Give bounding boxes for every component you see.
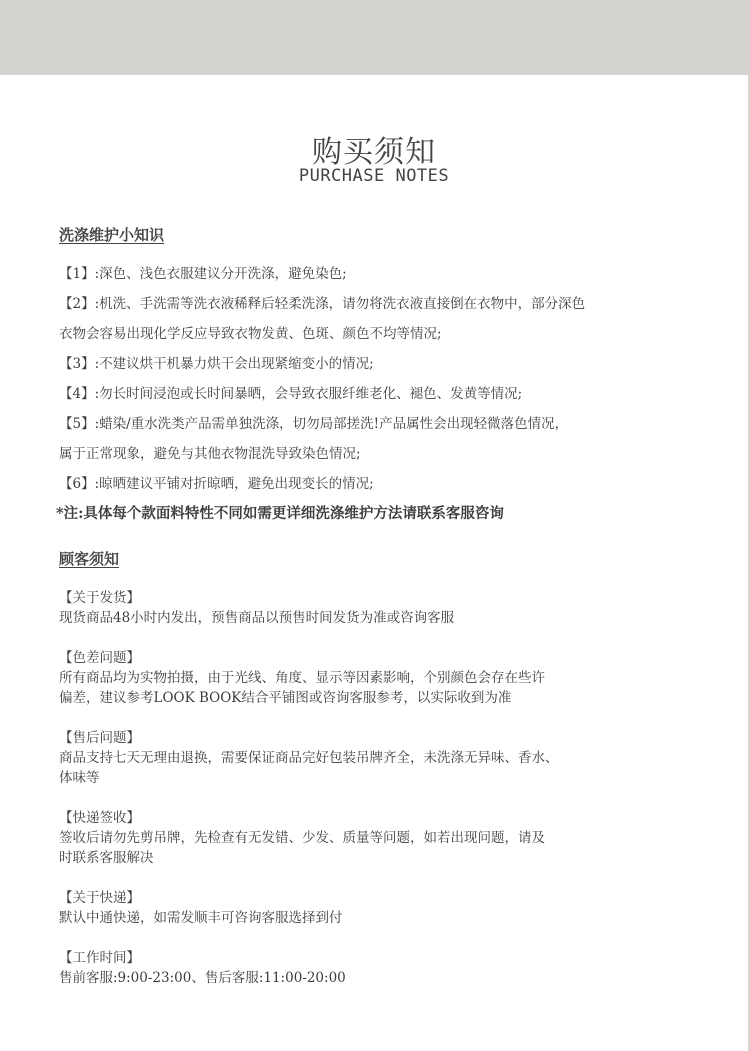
care-line: 【2】:机洗、手洗需等洗衣液稀释后轻柔洗涤，请勿将洗衣液直接倒在衣物中，部分深色 [59,296,586,312]
notice-line: 默认中通快递，如需发顺丰可咨询客服选择到付 [59,910,343,926]
notice-line: 售前客服:9:00-23:00、售后客服:11:00-20:00 [59,970,346,986]
page-title: 购买须知 [312,135,436,170]
notice-line: 体味等 [59,770,100,786]
customer-heading: 顾客须知 [59,550,120,568]
care-line: 衣物会容易出现化学反应导致衣物发黄、色斑、颜色不均等情况; [59,326,442,342]
notice-title: 【关于发货】 [59,590,140,606]
notice-line: 所有商品均为实物拍摄，由于光线、角度、显示等因素影响，个别颜色会存在些许 [59,670,545,686]
notice-title: 【快递签收】 [59,810,140,826]
care-line: 【1】:深色、浅色衣服建议分开洗涤，避免染色; [59,266,347,282]
care-heading: 洗涤维护小知识 [59,226,165,244]
care-line: 【6】:晾晒建议平铺对折晾晒，避免出现变长的情况; [59,476,374,492]
care-line: 【4】:勿长时间浸泡或长时间暴晒，会导致衣服纤维老化、褪色、发黄等情况; [59,386,523,402]
page-subtitle: PURCHASE NOTES [298,166,450,186]
notice-title: 【工作时间】 [59,950,140,966]
notice-title: 【关于快递】 [59,890,140,906]
top-banner [0,0,750,75]
notice-title: 【售后问题】 [59,730,140,746]
notice-title: 【色差问题】 [59,650,140,666]
care-line: 【5】:蜡染/重水洗类产品需单独洗涤，切勿局部搓洗!产品属性会出现轻微落色情况， [59,416,569,432]
care-note: *注:具体每个款面料特性不同如需更详细洗涤维护方法请联系客服咨询 [56,505,504,522]
notice-line: 时联系客服解决 [59,850,154,866]
notice-line: 偏差，建议参考LOOK BOOK结合平铺图或咨询客服参考，以实际收到为准 [59,690,512,706]
purchase-notes-sheet [0,75,750,1051]
notice-line: 商品支持七天无理由退换，需要保证商品完好包装吊牌齐全，未洗涤无异味、香水、 [59,750,559,766]
notice-line: 签收后请勿先剪吊牌，先检查有无发错、少发、质量等问题，如若出现问题，请及 [59,830,545,846]
care-line: 【3】:不建议烘干机暴力烘干会出现紧缩变小的情况; [59,356,374,372]
care-line: 属于正常现象，避免与其他衣物混洗导致染色情况; [59,446,361,462]
notice-line: 现货商品48小时内发出，预售商品以预售时间发货为准或咨询客服 [59,610,455,626]
